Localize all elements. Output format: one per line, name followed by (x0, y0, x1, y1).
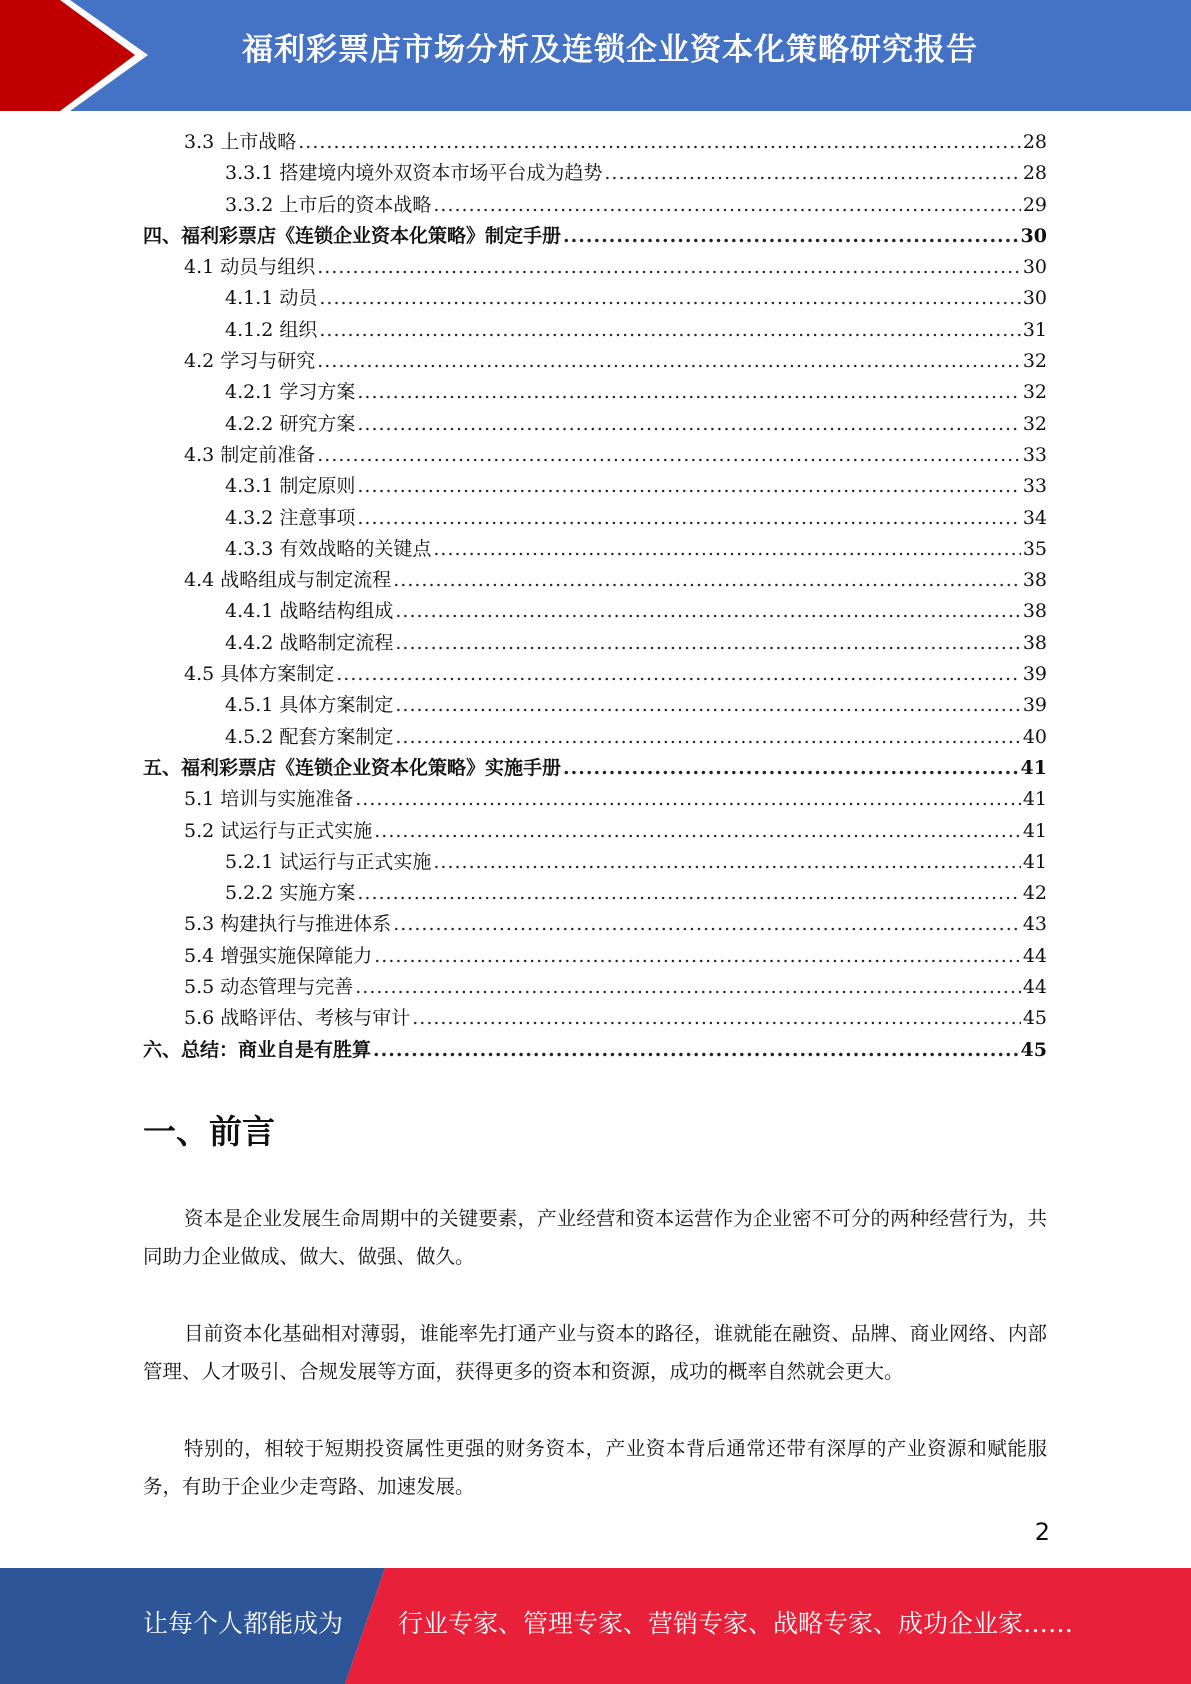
toc-leader-dots (357, 475, 1020, 497)
toc-entry[interactable] (143, 503, 1047, 534)
toc-leader-dots (433, 194, 1020, 216)
toc-leader-dots (319, 287, 1020, 309)
toc-entry-page: 41 (1022, 788, 1047, 811)
toc-leader-dots (374, 820, 1021, 842)
toc-entry-page: 41 (1022, 850, 1047, 873)
report-title: 福利彩票店市场分析及连锁企业资本化策略研究报告 (242, 32, 978, 68)
toc-entry-page: 45 (1020, 1038, 1047, 1061)
toc-entry-title: 3.3 上市战略 (184, 131, 297, 153)
toc-entry[interactable] (143, 690, 1047, 721)
toc-entry-page: 38 (1022, 600, 1047, 623)
toc-entry-title: 4.1.1 动员 (225, 287, 318, 310)
toc-leader-dots (395, 694, 1020, 716)
toc-entry[interactable] (143, 628, 1047, 659)
toc-leader-dots (317, 444, 1021, 466)
toc-entry-page: 40 (1022, 725, 1047, 748)
toc-entry[interactable] (143, 252, 1047, 283)
toc-entry-page: 42 (1022, 882, 1047, 905)
toc-leader-dots (395, 600, 1020, 622)
toc-entry-page: 44 (1022, 944, 1047, 967)
toc-entry-title: 4.3.3 有效战略的关键点 (225, 537, 432, 560)
toc-entry-page: 32 (1022, 381, 1047, 404)
toc-entry-title: 4.1 动员与组织 (184, 256, 316, 279)
toc-entry[interactable] (143, 659, 1047, 690)
toc-entry[interactable] (143, 127, 1047, 158)
toc-entry-title: 4.5.2 配套方案制定 (225, 725, 394, 748)
toc-leader-dots (563, 225, 1019, 247)
toc-entry[interactable] (143, 565, 1047, 596)
toc-entry-page: 35 (1022, 537, 1047, 560)
toc-entry[interactable] (143, 847, 1047, 878)
toc-entry[interactable] (143, 972, 1047, 1003)
toc-entry-title: 5.4 增强实施保障能力 (184, 944, 373, 967)
toc-entry-title: 4.5 具体方案制定 (184, 663, 335, 686)
toc-entry[interactable] (143, 440, 1047, 471)
toc-leader-dots (298, 131, 1021, 153)
toc-entry-title: 四、福利彩票店《连锁企业资本化策略》制定手册 (143, 224, 562, 247)
toc-entry-title: 4.3.2 注意事项 (225, 506, 356, 529)
footer-slogan-left: 让每个人都能成为 (143, 1609, 344, 1638)
toc-leader-dots (433, 538, 1020, 560)
toc-entry[interactable] (143, 1035, 1047, 1066)
toc-leader-dots (395, 726, 1020, 748)
toc-entry-page: 38 (1022, 569, 1047, 592)
toc-entry-title: 4.2.1 学习方案 (225, 381, 356, 404)
toc-entry-page: 29 (1022, 193, 1047, 216)
toc-leader-dots (433, 851, 1020, 873)
toc-entry[interactable] (143, 784, 1047, 815)
toc-leader-dots (355, 788, 1021, 810)
toc-entry-page: 33 (1022, 443, 1047, 466)
toc-entry[interactable] (143, 722, 1047, 753)
toc-entry-title: 4.3.1 制定原则 (225, 475, 356, 498)
toc-entry-page: 43 (1022, 913, 1047, 936)
toc-entry[interactable] (143, 941, 1047, 972)
toc-leader-dots (373, 1039, 1019, 1061)
toc-entry-title: 4.1.2 组织 (225, 318, 318, 341)
toc-entry-title: 5.6 战略评估、考核与审计 (184, 1007, 411, 1030)
toc-entry-page: 30 (1022, 256, 1047, 279)
toc-leader-dots (317, 350, 1021, 372)
toc-entry[interactable] (143, 534, 1047, 565)
toc-entry-page: 39 (1022, 694, 1047, 717)
toc-entry-page: 44 (1022, 976, 1047, 999)
toc-entry[interactable] (143, 190, 1047, 221)
toc-entry-title: 5.1 培训与实施准备 (184, 788, 354, 811)
page-footer (0, 1568, 1191, 1684)
paragraph: 资本是企业发展生命周期中的关键要素，产业经营和资本运营作为企业密不可分的两种经营行为，共同助力企业做成、做大、做强、做久。 (143, 1207, 1047, 1268)
toc-entry-title: 5.5 动态管理与完善 (184, 976, 354, 999)
paragraph: 目前资本化基础相对薄弱，谁能率先打通产业与资本的路径，谁就能在融资、品牌、商业网络、内部管理、人才吸引、合规发展等方面，获得更多的资本和资源，成功的概率自然就会更大。 (143, 1322, 1047, 1383)
table-of-contents (143, 127, 1047, 1066)
toc-leader-dots (336, 663, 1021, 685)
toc-entry-title: 5.2 试运行与正式实施 (184, 819, 373, 842)
toc-leader-dots (317, 256, 1021, 278)
toc-entry-page: 33 (1022, 475, 1047, 498)
paragraph: 特别的，相较于短期投资属性更强的财务资本，产业资本背后通常还带有深厚的产业资源和赋能服务，有助于企业少走弯路、加速发展。 (143, 1437, 1047, 1498)
toc-entry[interactable] (143, 909, 1047, 940)
toc-entry-title: 5.3 构建执行与推进体系 (184, 913, 392, 936)
toc-entry-page: 38 (1022, 631, 1047, 654)
toc-entry-page: 39 (1022, 663, 1047, 686)
toc-leader-dots (563, 757, 1019, 779)
toc-entry-page: 28 (1022, 162, 1047, 185)
toc-leader-dots (393, 913, 1021, 935)
toc-entry[interactable] (143, 816, 1047, 847)
toc-entry[interactable] (143, 753, 1047, 784)
footer-slogan-right: 行业专家、管理专家、营销专家、战略专家、成功企业家…… (398, 1609, 1074, 1638)
toc-entry-page: 32 (1022, 350, 1047, 373)
toc-leader-dots (357, 413, 1020, 435)
toc-entry-page: 31 (1022, 318, 1047, 341)
toc-entry[interactable] (143, 315, 1047, 346)
toc-leader-dots (357, 507, 1020, 529)
toc-entry-title: 4.4 战略组成与制定流程 (184, 569, 392, 592)
toc-leader-dots (357, 882, 1020, 904)
toc-entry-title: 4.4.2 战略制定流程 (225, 631, 394, 654)
toc-leader-dots (393, 569, 1021, 591)
toc-entry-page: 30 (1020, 224, 1047, 247)
page-number: 2 (1034, 1518, 1050, 1546)
toc-entry-page: 34 (1022, 506, 1047, 529)
toc-entry-title: 4.4.1 战略结构组成 (225, 600, 394, 623)
toc-entry-page: 30 (1022, 287, 1047, 310)
toc-entry[interactable] (143, 471, 1047, 502)
toc-entry-page: 41 (1022, 819, 1047, 842)
toc-entry[interactable] (143, 409, 1047, 440)
toc-leader-dots (357, 381, 1020, 403)
toc-entry[interactable] (143, 596, 1047, 627)
toc-leader-dots (604, 162, 1020, 184)
toc-entry-title: 3.3.2 上市后的资本战略 (225, 193, 432, 216)
toc-entry[interactable] (143, 221, 1047, 252)
toc-entry-title: 4.3 制定前准备 (184, 443, 316, 466)
section-heading: 一、前言 (143, 1112, 275, 1151)
toc-entry-title: 六、总结：商业自是有胜算 (143, 1038, 372, 1061)
toc-entry[interactable] (143, 346, 1047, 377)
toc-entry-page: 45 (1022, 1007, 1047, 1030)
toc-entry[interactable] (143, 878, 1047, 909)
toc-entry-page: 32 (1022, 412, 1047, 435)
toc-leader-dots (412, 1007, 1021, 1029)
toc-entry[interactable] (143, 377, 1047, 408)
toc-entry[interactable] (143, 283, 1047, 314)
toc-entry[interactable] (143, 158, 1047, 189)
toc-entry-title: 4.2 学习与研究 (184, 350, 316, 373)
toc-entry[interactable] (143, 1003, 1047, 1034)
toc-entry-title: 5.2.1 试运行与正式实施 (225, 850, 432, 873)
toc-leader-dots (395, 632, 1020, 654)
toc-entry-page: 28 (1022, 131, 1047, 153)
toc-leader-dots (374, 945, 1021, 967)
toc-entry-page: 41 (1020, 756, 1047, 779)
section-body (143, 1200, 1047, 1545)
page-header (0, 0, 1191, 111)
toc-leader-dots (319, 319, 1020, 341)
toc-entry-title: 4.5.1 具体方案制定 (225, 694, 394, 717)
toc-entry-title: 4.2.2 研究方案 (225, 412, 356, 435)
header-chevron-graphic (0, 0, 160, 111)
toc-entry-title: 3.3.1 搭建境内境外双资本市场平台成为趋势 (225, 162, 603, 185)
toc-entry-title: 五、福利彩票店《连锁企业资本化策略》实施手册 (143, 756, 562, 779)
toc-leader-dots (355, 976, 1021, 998)
toc-entry-title: 5.2.2 实施方案 (225, 882, 356, 905)
